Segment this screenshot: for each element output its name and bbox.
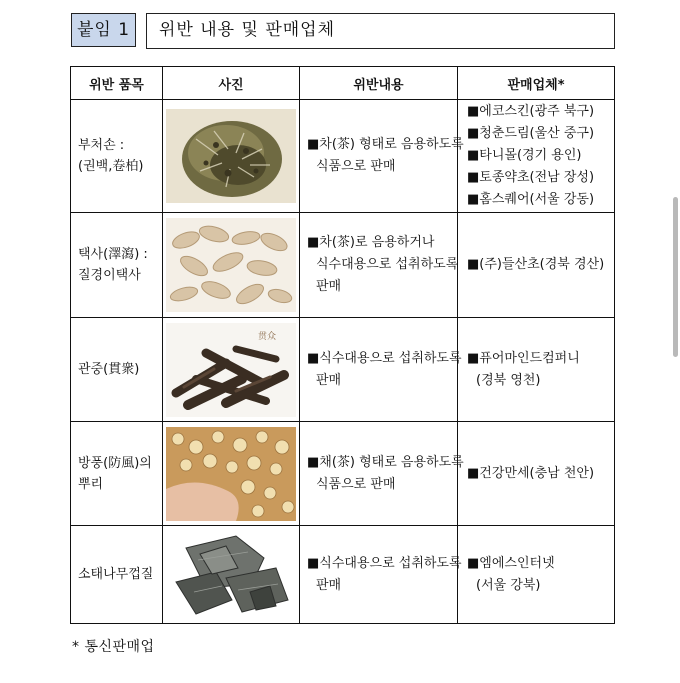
photo-cell: [163, 100, 300, 213]
violation-text: ■식수대용으로 섭취하도록: [307, 350, 462, 366]
violation-text: 식품으로 판매: [316, 476, 396, 492]
vertical-scrollbar[interactable]: [673, 197, 678, 357]
seller-item: ■홈스퀘어(서울 강동): [467, 192, 595, 207]
violation-text: ■채(茶) 형태로 음용하도록: [307, 454, 464, 470]
seller-item: ■타니몰(경기 용인): [467, 148, 582, 163]
item-cell: [71, 213, 163, 318]
page-title: 위반 내용 및 판매업체: [146, 13, 615, 49]
dried-herb-bundle-photo: [166, 109, 296, 203]
item-cell: [71, 422, 163, 526]
violation-text: 판매: [316, 279, 342, 294]
seller-cell: [458, 526, 615, 624]
seller-item: ■(주)들산초(경북 경산): [467, 257, 605, 272]
item-alias: 뿌리: [78, 476, 104, 492]
table-row: [71, 526, 615, 624]
root-chips-in-hand-photo: [166, 427, 296, 521]
photo-cell: [163, 318, 300, 422]
item-name: 소태나무껍질: [78, 567, 154, 582]
footnote: * 통신판매업: [72, 639, 155, 655]
bark-pieces-photo: [166, 528, 296, 622]
seller-cell: [458, 422, 615, 526]
item-name: 택사(澤瀉) :: [78, 247, 148, 262]
seller-item: ■토종약초(전남 장성): [467, 170, 595, 185]
photo-cell: [163, 526, 300, 624]
seller-item: ■엠에스인터넷: [467, 555, 555, 571]
violation-cell: [300, 100, 464, 213]
violation-text: 판매: [316, 577, 342, 593]
col-header-photo: 사진: [163, 67, 300, 100]
violation-text: ■차(茶) 형태로 음용하도록: [307, 137, 464, 152]
item-name: 부처손 :: [78, 138, 125, 153]
violation-cell: [300, 422, 464, 526]
seller-cell: [458, 100, 615, 213]
seller-item: ■퓨어마인드컴퍼니: [467, 350, 580, 366]
item-alias: (권백,卷柏): [78, 159, 144, 174]
item-cell: [71, 318, 163, 422]
seller-item: ■에코스킨(광주 북구): [467, 104, 595, 119]
violation-text: ■차(茶)로 음용하거나: [307, 235, 435, 250]
seller-cell: [458, 213, 615, 318]
table-row: [71, 318, 615, 422]
violation-cell: [300, 318, 462, 422]
photo-cell: [163, 422, 300, 526]
table-row: [71, 422, 615, 526]
col-header-violation: 위반내용: [300, 67, 458, 100]
dark-roots-photo: [166, 323, 296, 417]
seller-item: (경북 영천): [476, 372, 541, 388]
title-bar: [71, 13, 615, 49]
item-name: 관중(貫衆): [78, 362, 140, 377]
seller-item: ■건강만세(충남 천안): [467, 465, 595, 481]
attachment-tag: 붙임 1: [71, 13, 136, 47]
col-header-seller: 판매업체*: [458, 67, 615, 100]
item-cell: [71, 526, 163, 624]
item-cell: [71, 100, 163, 213]
svg-text:贯众: 贯众: [258, 331, 277, 342]
item-name: 방풍(防風)의: [78, 455, 152, 471]
seller-item: ■청춘드림(울산 중구): [467, 126, 595, 141]
photo-cell: [163, 213, 300, 318]
item-alias: 질경이택사: [78, 268, 141, 283]
col-header-item: 위반 품목: [71, 67, 163, 100]
seller-item: (서울 강북): [476, 577, 541, 593]
table-header-row: [71, 67, 615, 100]
sliced-root-photo: [166, 218, 296, 312]
violation-cell: [300, 526, 462, 624]
violation-text: 식품으로 판매: [316, 159, 396, 174]
violation-text: 판매: [316, 372, 342, 388]
violation-text: 식수대용으로 섭취하도록: [316, 257, 459, 272]
violation-cell: [300, 213, 458, 318]
seller-cell: [458, 318, 615, 422]
table-row: [71, 100, 615, 213]
violation-table: [70, 66, 615, 624]
violation-text: ■식수대용으로 섭취하도록: [307, 555, 462, 571]
table-row: [71, 213, 615, 318]
